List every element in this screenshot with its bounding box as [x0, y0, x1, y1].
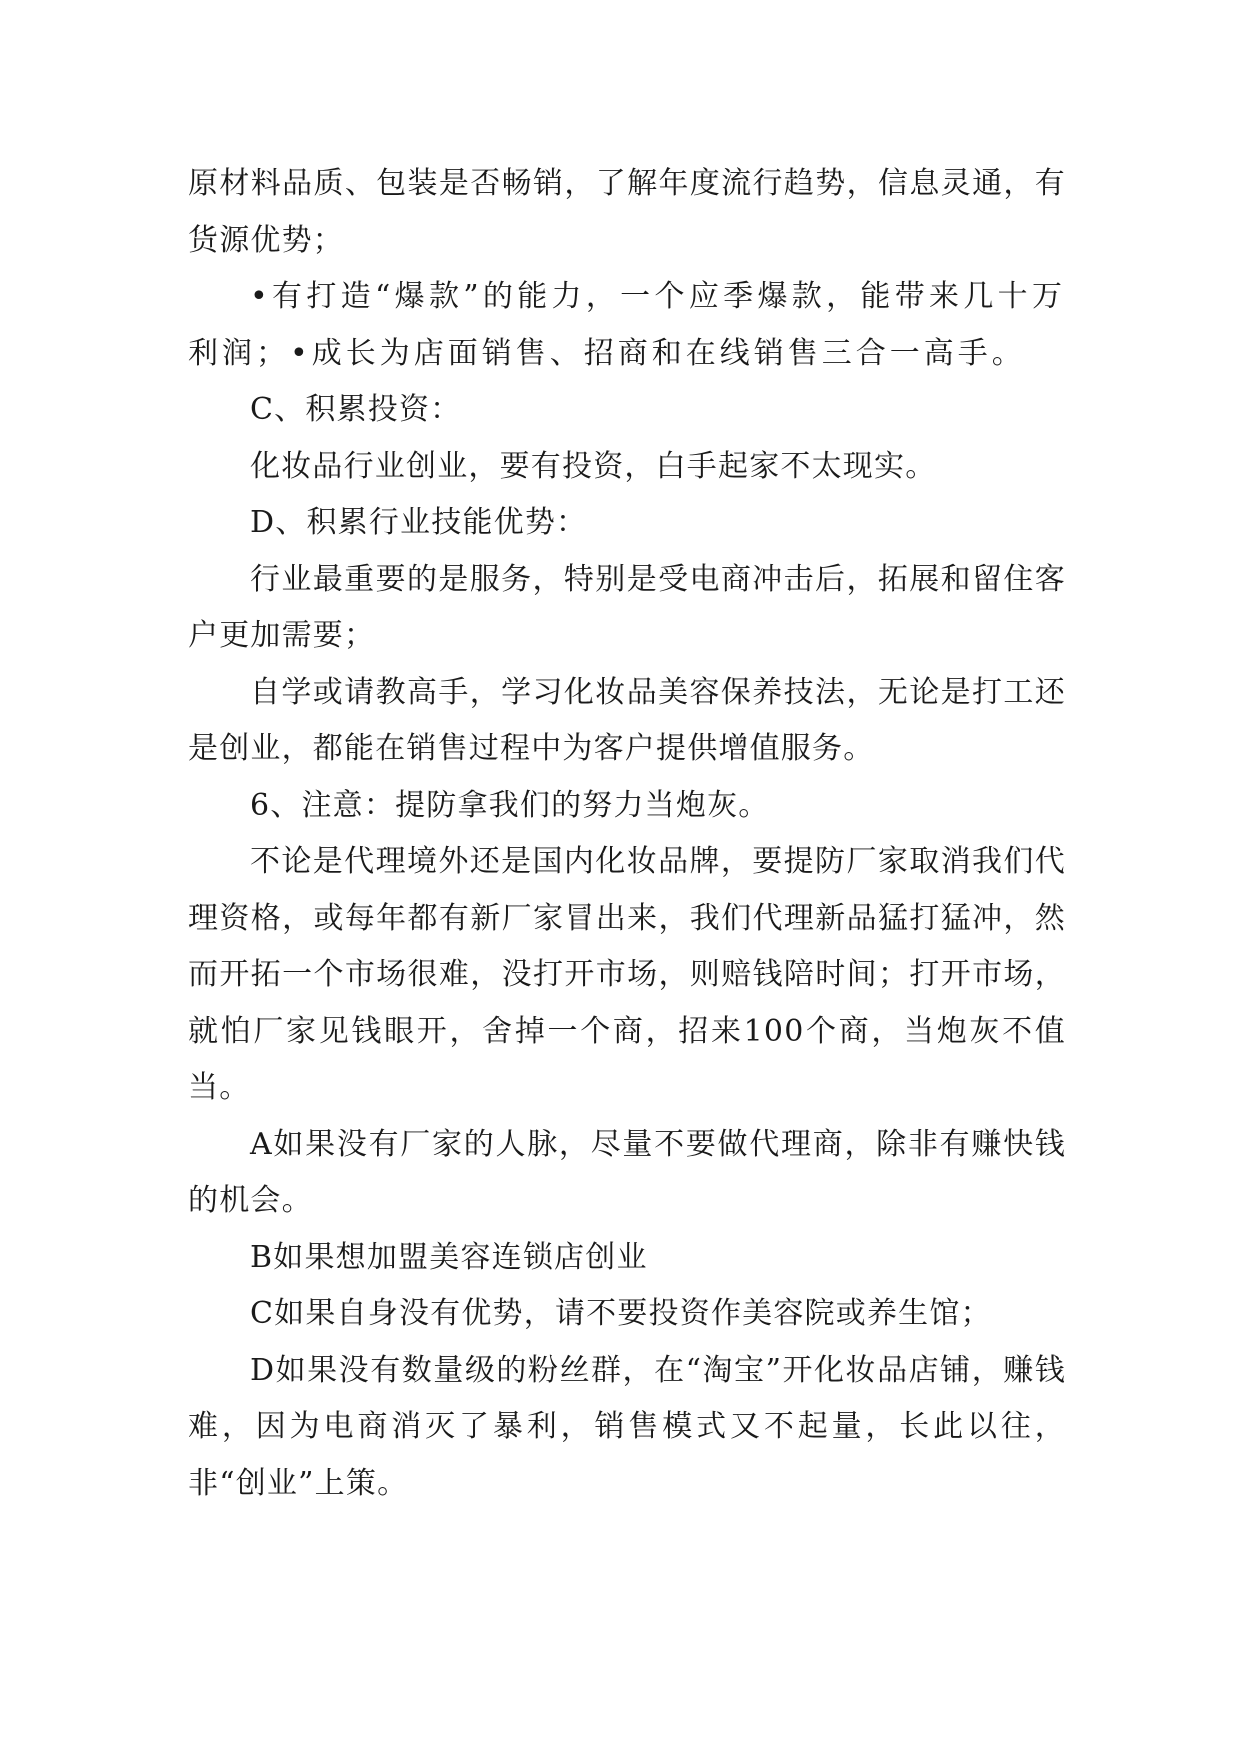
paragraph: 不论是代理境外还是国内化妆品牌，要提防厂家取消我们代理资格，或每年都有新厂家冒出来，我们代理新品猛打猛冲，然而开拓一个市场很难，没打开市场，则赔钱陪时间；打开市场，就怕厂家见钱眼开，舍掉一个商，招来100个商，当炮灰不值当。 [188, 844, 1066, 1105]
document-body [188, 156, 1066, 1512]
list-item: A如果没有厂家的人脉，尽量不要做代理商，除非有赚快钱的机会。 [188, 1126, 1066, 1218]
list-item: B如果想加盟美容连锁店创业 [250, 1239, 648, 1275]
paragraph: 原材料品质、包装是否畅销，了解年度流行趋势，信息灵通，有货源优势； [188, 166, 1066, 258]
section-heading: D、积累行业技能优势： [250, 505, 588, 540]
paragraph: 行业最重要的是服务，特别是受电商冲击后，拓展和留住客户更加需要； [188, 561, 1066, 653]
section-heading: 6、注意：提防拿我们的努力当炮灰。 [250, 787, 770, 823]
paragraph: 自学或请教高手，学习化妆品美容保养技法，无论是打工还是创业，都能在销售过程中为客户提供增值服务。 [188, 674, 1066, 766]
paragraph: 化妆品行业创业，要有投资，白手起家不太现实。 [250, 448, 937, 484]
list-item: D如果没有数量级的粉丝群，在“淘宝”开化妆品店铺，赚钱难，因为电商消灭了暴利，销售模式又不起量，长此以往，非“创业”上策。 [188, 1352, 1066, 1501]
list-item: C如果自身没有优势，请不要投资作美容院或养生馆； [250, 1296, 992, 1331]
paragraph: •有打造“爆款”的能力，一个应季爆款，能带来几十万利润；•成长为店面销售、招商和在线销售三合一高手。 [188, 279, 1066, 371]
section-heading: C、积累投资： [250, 392, 462, 427]
